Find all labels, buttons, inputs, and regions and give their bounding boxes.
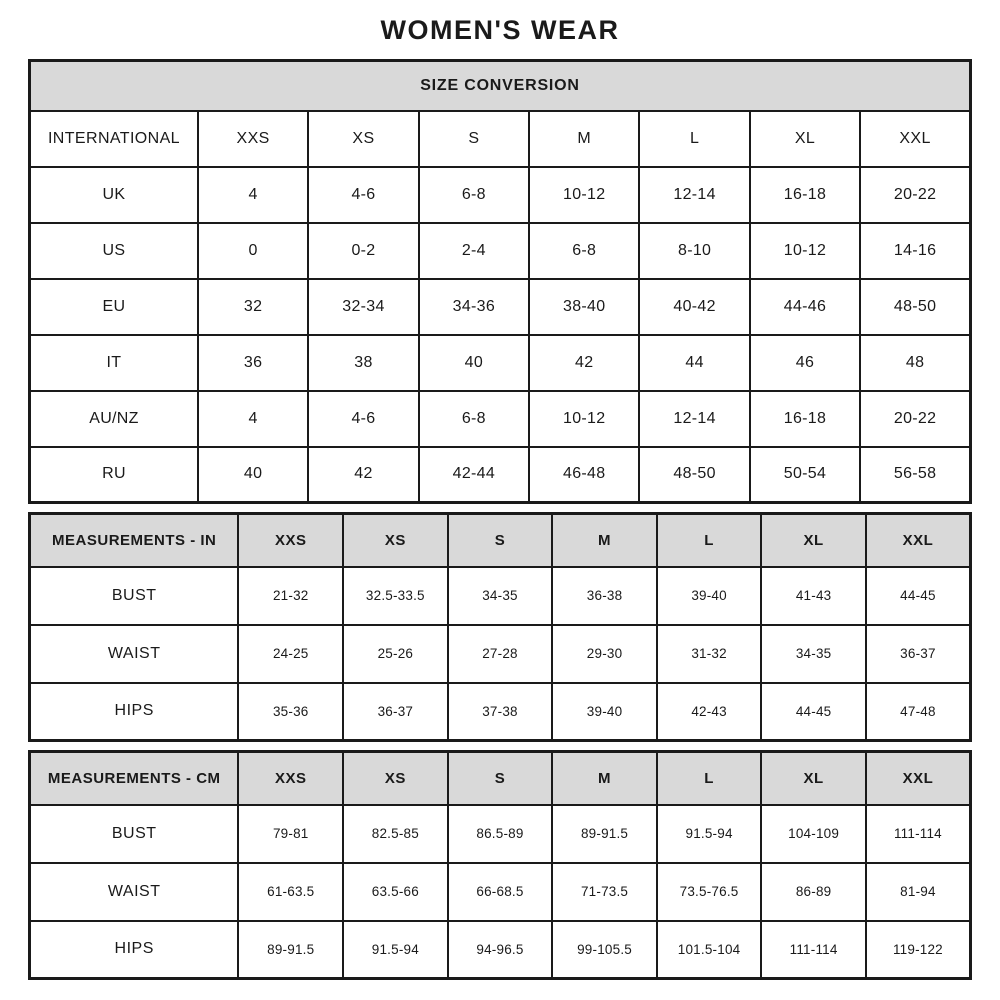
table-row [30, 335, 971, 391]
table-cell: 36-38 [552, 567, 657, 625]
size-conversion-banner-row [30, 61, 971, 111]
table-cell: 34-35 [448, 567, 553, 625]
row-label: US [30, 223, 198, 279]
row-label: AU/NZ [30, 391, 198, 447]
measurements-in-table [28, 512, 972, 742]
table-cell: 32-34 [308, 279, 418, 335]
table-cell: 32 [198, 279, 308, 335]
table-cell: 44-45 [761, 683, 866, 741]
table-cell: 38-40 [529, 279, 639, 335]
table-cell: 4 [198, 391, 308, 447]
table-row [30, 805, 971, 863]
table-cell: 40-42 [639, 279, 749, 335]
measurements-in-column-header: XS [343, 514, 448, 567]
table-cell: 111-114 [761, 921, 866, 979]
table-cell: 8-10 [639, 223, 749, 279]
row-label: BUST [30, 567, 239, 625]
table-cell: 4-6 [308, 391, 418, 447]
size-conversion-column-header: INTERNATIONAL [30, 111, 198, 167]
table-cell: 61-63.5 [238, 863, 343, 921]
table-cell: 4-6 [308, 167, 418, 223]
measurements-in-column-header: XXS [238, 514, 343, 567]
measurements-cm-table [28, 750, 972, 980]
table-row [30, 921, 971, 979]
measurements-in-column-header: L [657, 514, 762, 567]
measurements-cm-title: MEASUREMENTS - CM [30, 752, 239, 805]
size-conversion-table [28, 59, 972, 504]
row-label: WAIST [30, 863, 239, 921]
table-cell: 39-40 [657, 567, 762, 625]
measurements-cm-column-header: XS [343, 752, 448, 805]
page-title: WOMEN'S WEAR [380, 15, 620, 45]
table-cell: 40 [198, 447, 308, 503]
table-cell: 42-43 [657, 683, 762, 741]
table-cell: 20-22 [860, 391, 970, 447]
measurements-in-header-row [30, 514, 971, 567]
table-cell: 6-8 [529, 223, 639, 279]
table-row [30, 223, 971, 279]
table-cell: 0 [198, 223, 308, 279]
table-cell: 29-30 [552, 625, 657, 683]
table-cell: 104-109 [761, 805, 866, 863]
table-row [30, 863, 971, 921]
measurements-cm-column-header: M [552, 752, 657, 805]
table-row [30, 279, 971, 335]
table-cell: 71-73.5 [552, 863, 657, 921]
table-cell: 86.5-89 [448, 805, 553, 863]
table-cell: 34-36 [419, 279, 529, 335]
table-cell: 82.5-85 [343, 805, 448, 863]
table-cell: 86-89 [761, 863, 866, 921]
table-cell: 16-18 [750, 391, 860, 447]
table-cell: 31-32 [657, 625, 762, 683]
measurements-in-column-header: M [552, 514, 657, 567]
table-cell: 12-14 [639, 167, 749, 223]
table-cell: 56-58 [860, 447, 970, 503]
table-cell: 79-81 [238, 805, 343, 863]
size-conversion-title: SIZE CONVERSION [30, 61, 971, 111]
row-label: EU [30, 279, 198, 335]
table-cell: 0-2 [308, 223, 418, 279]
table-row [30, 167, 971, 223]
measurements-cm-header-row [30, 752, 971, 805]
table-cell: 48 [860, 335, 970, 391]
size-conversion-column-header: XS [308, 111, 418, 167]
table-cell: 10-12 [529, 167, 639, 223]
table-cell: 44-46 [750, 279, 860, 335]
table-cell: 119-122 [866, 921, 971, 979]
table-cell: 36 [198, 335, 308, 391]
row-label: BUST [30, 805, 239, 863]
table-cell: 66-68.5 [448, 863, 553, 921]
table-cell: 16-18 [750, 167, 860, 223]
table-cell: 12-14 [639, 391, 749, 447]
table-cell: 44 [639, 335, 749, 391]
size-conversion-column-header: S [419, 111, 529, 167]
table-cell: 63.5-66 [343, 863, 448, 921]
table-cell: 40 [419, 335, 529, 391]
measurements-cm-column-header: L [657, 752, 762, 805]
table-cell: 35-36 [238, 683, 343, 741]
table-cell: 101.5-104 [657, 921, 762, 979]
table-cell: 25-26 [343, 625, 448, 683]
table-cell: 32.5-33.5 [343, 567, 448, 625]
table-row [30, 567, 971, 625]
table-cell: 14-16 [860, 223, 970, 279]
table-cell: 48-50 [860, 279, 970, 335]
table-cell: 42 [308, 447, 418, 503]
table-cell: 46-48 [529, 447, 639, 503]
size-conversion-column-header: XL [750, 111, 860, 167]
table-cell: 99-105.5 [552, 921, 657, 979]
measurements-in-column-header: S [448, 514, 553, 567]
measurements-cm-column-header: S [448, 752, 553, 805]
table-row [30, 683, 971, 741]
table-cell: 41-43 [761, 567, 866, 625]
table-cell: 39-40 [552, 683, 657, 741]
row-label: WAIST [30, 625, 239, 683]
table-cell: 21-32 [238, 567, 343, 625]
table-cell: 42-44 [419, 447, 529, 503]
measurements-cm-column-header: XXS [238, 752, 343, 805]
row-label: HIPS [30, 683, 239, 741]
table-cell: 50-54 [750, 447, 860, 503]
table-cell: 94-96.5 [448, 921, 553, 979]
table-cell: 47-48 [866, 683, 971, 741]
measurements-in-column-header: XXL [866, 514, 971, 567]
table-row [30, 447, 971, 503]
table-cell: 46 [750, 335, 860, 391]
table-cell: 27-28 [448, 625, 553, 683]
table-cell: 73.5-76.5 [657, 863, 762, 921]
size-conversion-column-header: XXL [860, 111, 970, 167]
row-label: RU [30, 447, 198, 503]
table-cell: 38 [308, 335, 418, 391]
table-cell: 89-91.5 [238, 921, 343, 979]
size-conversion-column-header: XXS [198, 111, 308, 167]
table-cell: 111-114 [866, 805, 971, 863]
row-label: IT [30, 335, 198, 391]
row-label: UK [30, 167, 198, 223]
table-cell: 37-38 [448, 683, 553, 741]
table-cell: 6-8 [419, 167, 529, 223]
measurements-in-column-header: XL [761, 514, 866, 567]
table-cell: 4 [198, 167, 308, 223]
table-cell: 91.5-94 [343, 921, 448, 979]
table-cell: 44-45 [866, 567, 971, 625]
row-label: HIPS [30, 921, 239, 979]
table-cell: 10-12 [750, 223, 860, 279]
table-cell: 34-35 [761, 625, 866, 683]
table-cell: 24-25 [238, 625, 343, 683]
table-cell: 89-91.5 [552, 805, 657, 863]
table-cell: 48-50 [639, 447, 749, 503]
table-cell: 20-22 [860, 167, 970, 223]
measurements-cm-column-header: XL [761, 752, 866, 805]
measurements-cm-column-header: XXL [866, 752, 971, 805]
size-conversion-column-header: L [639, 111, 749, 167]
size-conversion-column-header: M [529, 111, 639, 167]
table-cell: 91.5-94 [657, 805, 762, 863]
table-cell: 10-12 [529, 391, 639, 447]
table-cell: 2-4 [419, 223, 529, 279]
table-row [30, 625, 971, 683]
table-cell: 6-8 [419, 391, 529, 447]
table-cell: 42 [529, 335, 639, 391]
table-cell: 36-37 [866, 625, 971, 683]
measurements-in-title: MEASUREMENTS - IN [30, 514, 239, 567]
table-row [30, 391, 971, 447]
table-cell: 81-94 [866, 863, 971, 921]
table-cell: 36-37 [343, 683, 448, 741]
size-conversion-header-row [30, 111, 971, 167]
